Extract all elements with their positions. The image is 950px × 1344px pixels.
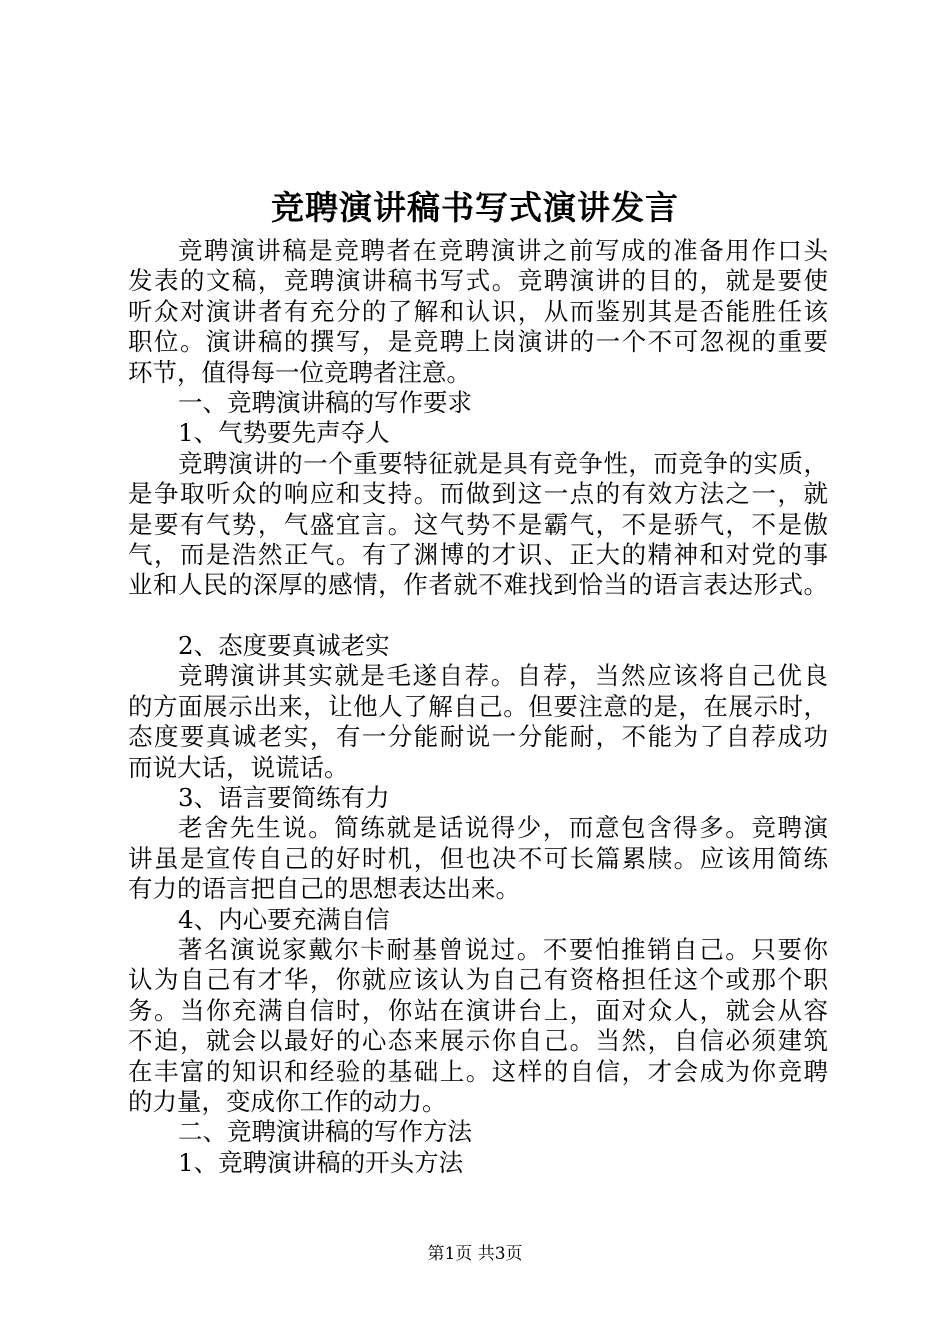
paragraph-line: 而说大话，说谎话。 bbox=[128, 752, 349, 782]
paragraph-line: 著名演说家戴尔卡耐基曾说过。不要怕推销自己。只要你 bbox=[178, 934, 828, 964]
paragraph-line: 竞聘演讲其实就是毛遂自荐。自荐，当然应该将自己优良 bbox=[178, 661, 828, 691]
paragraph-line: 讲虽是宣传自己的好时机，但也决不可长篇累牍。应该用简练 bbox=[128, 843, 828, 873]
document-title: 竞聘演讲稿书写式演讲发言 bbox=[271, 188, 679, 227]
blank-line bbox=[128, 601, 828, 631]
paragraph-line: 竞聘演讲稿是竞聘者在竞聘演讲之前写成的准备用作口头 bbox=[178, 236, 828, 265]
section-heading: 二、竞聘演讲稿的写作方法 bbox=[178, 1117, 472, 1147]
document-body bbox=[128, 236, 828, 1178]
page-number-footer: 第1页 共3页 bbox=[427, 1244, 523, 1264]
paragraph-line: 气，而是浩然正气。有了渊博的才识、正大的精神和对党的事 bbox=[128, 539, 828, 569]
paragraph-line: 的方面展示出来，让他人了解自己。但要注意的是，在展示时， bbox=[128, 691, 828, 721]
paragraph-line: 不迫，就会以最好的心态来展示你自己。当然，自信必须建筑 bbox=[128, 1026, 828, 1056]
paragraph-line: 职位。演讲稿的撰写，是竞聘上岗演讲的一个不可忽视的重要 bbox=[128, 327, 828, 357]
paragraph-line: 是要有气势，气盛宜言。这气势不是霸气，不是骄气，不是傲 bbox=[128, 509, 828, 539]
paragraph-line: 是争取听众的响应和支持。而做到这一点的有效方法之一，就 bbox=[128, 479, 828, 509]
paragraph-line: 有力的语言把自己的思想表达出来。 bbox=[128, 874, 520, 904]
subsection-heading: 4、内心要充满自信 bbox=[178, 904, 390, 934]
paragraph-line: 在丰富的知识和经验的基础上。这样的自信，才会成为你竞聘 bbox=[128, 1056, 828, 1086]
subsection-heading: 1、竞聘演讲稿的开头方法 bbox=[178, 1147, 464, 1177]
paragraph-line: 务。当你充满自信时，你站在演讲台上，面对众人，就会从容 bbox=[128, 995, 828, 1025]
subsection-heading: 2、态度要真诚老实 bbox=[178, 631, 390, 661]
paragraph-line: 业和人民的深厚的感情，作者就不难找到恰当的语言表达形式。 bbox=[128, 570, 828, 600]
section-heading: 一、竞聘演讲稿的写作要求 bbox=[178, 387, 472, 417]
paragraph-line: 竞聘演讲的一个重要特征就是具有竞争性，而竞争的实质， bbox=[178, 448, 828, 478]
paragraph-line: 发表的文稿，竞聘演讲稿书写式。竞聘演讲的目的，就是要使 bbox=[128, 266, 828, 296]
paragraph-line: 老舍先生说。简练就是话说得少，而意包含得多。竞聘演 bbox=[178, 813, 828, 843]
paragraph-line: 认为自己有才华，你就应该认为自己有资格担任这个或那个职 bbox=[128, 965, 828, 995]
paragraph-line: 环节，值得每一位竞聘者注意。 bbox=[128, 357, 471, 387]
subsection-heading: 3、语言要简练有力 bbox=[178, 783, 390, 813]
subsection-heading: 1、气势要先声夺人 bbox=[178, 418, 390, 448]
paragraph-line: 态度要真诚老实，有一分能耐说一分能耐，不能为了自荐成功 bbox=[128, 722, 828, 752]
paragraph-line: 听众对演讲者有充分的了解和认识，从而鉴别其是否能胜任该 bbox=[128, 296, 828, 326]
paragraph-line: 的力量，变成你工作的动力。 bbox=[128, 1086, 447, 1116]
